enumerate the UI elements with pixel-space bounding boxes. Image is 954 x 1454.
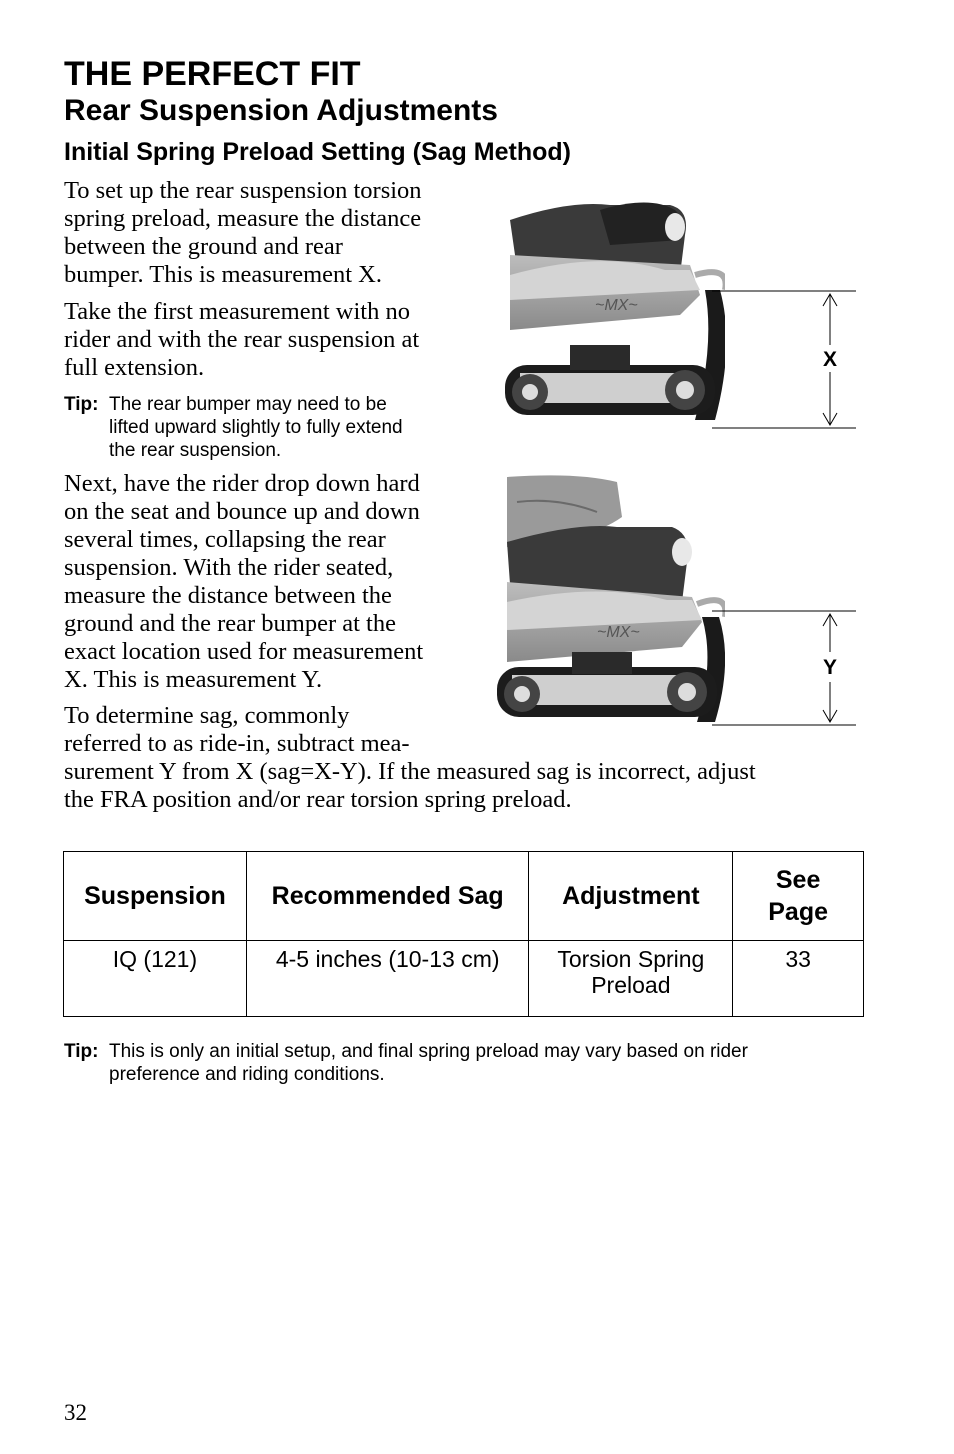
header-adjustment: Adjustment <box>529 852 733 941</box>
cell-suspension: IQ (121) <box>64 941 247 1017</box>
header-recommended-sag: Recommended Sag <box>246 852 529 941</box>
first-measurement-paragraph: Take the first measurement with no rider and with the rear suspension at full extension. <box>64 298 420 381</box>
table-row <box>64 941 864 1017</box>
svg-text:~MX~: ~MX~ <box>597 624 640 641</box>
tip-note-bumper: Tip: The rear bumper may need to be lifted upward slightly to fully extend the rear suspension. <box>64 394 403 461</box>
sag-paragraph: To determine sag, commonly referred to as ride-in, subtract mea- surement Y from X (sag=X-Y). If the measured sag is incorrect, adjust the FRA position and/or rear torsion spring preload. <box>64 702 756 813</box>
page-number: 32 <box>64 1400 87 1425</box>
header-suspension: Suspension <box>64 852 247 941</box>
measurement-x-label: X <box>823 348 838 371</box>
cell-see-page: 33 <box>733 941 864 1017</box>
second-measurement-paragraph: Next, have the rider drop down hard on the seat and bounce up and down several times, collapsing the rear suspension. With the rider seated, measure the distance between the ground and the rear bumper at the exact location used for measurement X. This is measurement Y. <box>64 470 424 693</box>
tip-label: Tip: <box>64 1041 99 1062</box>
intro-paragraph: To set up the rear suspension torsion spring preload, measure the distance between the ground and rear bumper. This is measurement X. <box>64 177 422 288</box>
cell-recommended-sag: 4-5 inches (10-13 cm) <box>246 941 529 1017</box>
measurement-y-label: Y <box>823 656 838 679</box>
page-title: THE PERFECT FIT <box>64 55 361 93</box>
snowmobile-rear-photo-loaded <box>497 472 725 727</box>
snowmobile-rear-photo-unloaded <box>500 195 725 430</box>
svg-text:~MX~: ~MX~ <box>595 297 638 314</box>
header-see-page: See Page <box>733 852 864 941</box>
cell-adjustment: Torsion Spring Preload <box>529 941 733 1017</box>
subsection-title: Initial Spring Preload Setting (Sag Method) <box>64 138 571 166</box>
table-header-row <box>64 852 864 941</box>
recommended-sag-table <box>63 851 864 1017</box>
tip-label: Tip: <box>64 394 99 415</box>
section-title: Rear Suspension Adjustments <box>64 94 498 127</box>
tip-note-initial-setup: Tip: This is only an initial setup, and final spring preload may vary based on rider preference and riding conditions. <box>64 1041 748 1085</box>
